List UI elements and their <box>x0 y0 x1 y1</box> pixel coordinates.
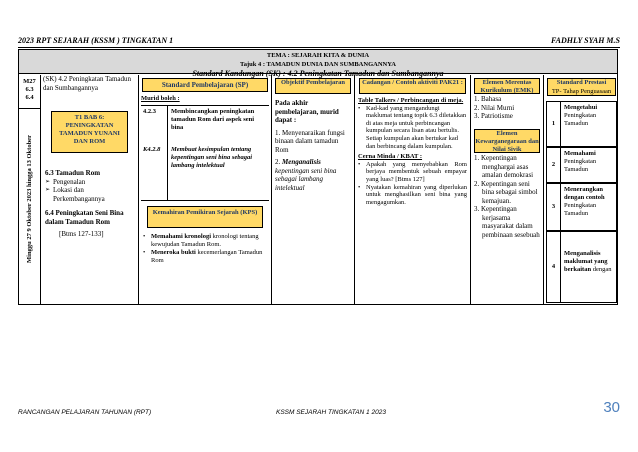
kps-text-2: kecemerlangan Tamadun Rom <box>151 249 263 264</box>
week-date-vertical <box>21 119 39 279</box>
sp-divider <box>167 106 168 200</box>
table-talkers: Table Talkers / Perbincangan di meja. <box>358 97 464 104</box>
tp-text: Peningkatan Tamadun <box>564 112 597 127</box>
list-item <box>143 249 269 265</box>
objective-2-verb: Menganalisis <box>282 158 321 166</box>
week-column <box>19 75 41 305</box>
list-item: ➢ Pengenalan <box>45 178 136 187</box>
murid-boleh: Murid boleh : <box>141 95 180 102</box>
objective-body <box>275 99 351 192</box>
sp-text-1: Membincangkan peningkatan tamadun Rom dari aspek seni bina <box>171 108 255 131</box>
tp-row <box>546 147 617 183</box>
list-item: 1. Kepentingan menghargai asas amalan demokrasi <box>474 154 534 179</box>
objective-column <box>272 75 355 305</box>
kps-list <box>143 233 269 265</box>
tp-number: 3 <box>547 184 561 230</box>
objective-2 <box>275 158 351 192</box>
page-number: 30 <box>603 399 620 416</box>
list-item: 1. Bahasa <box>474 95 502 103</box>
tp-subtitle: TP- Tahap Penguasaan <box>551 87 612 95</box>
list-item: 2. Kepentingan seni bina sebagai simbol kemajuan. <box>474 179 538 205</box>
topic-number-2: 6.4 <box>25 94 34 101</box>
list-item: • Nyatakan kemahiran yang diperlukan untuk menghasilkan seni bina yang mengagumkan. <box>358 184 467 207</box>
week-code <box>19 75 40 109</box>
objective-2-text: kepentingan seni bina sebagai lambang intelektual <box>275 166 337 192</box>
performance-column <box>544 75 619 305</box>
sp-heading: Standard Pembelajaran (SP) <box>142 78 268 92</box>
emk-heading: Elemen Merentas Kurikulum (EMK) <box>474 78 540 94</box>
list-item <box>143 233 269 249</box>
tp-number: 1 <box>547 102 561 146</box>
tp-text: dengan <box>592 266 612 273</box>
tp-number: 2 <box>547 148 561 182</box>
rpt-table <box>18 49 618 305</box>
activity-list <box>358 105 467 151</box>
content-list <box>45 169 136 239</box>
kps-heading: Kemahiran Pemikiran Sejarah (KPS) <box>147 206 263 228</box>
tp-verb: Memahami <box>564 150 596 157</box>
sk-text: (SK) 4.2 Peningkatan Tamadun dan Sumbangannya <box>43 75 132 92</box>
tajuk-label: Tajuk 4 : TAMADUN DUNIA DAN SUMBANGANNYA <box>239 61 397 68</box>
sp-table <box>141 105 269 201</box>
tp-verb: Mengetahui <box>564 104 598 111</box>
footer-left: RANCANGAN PELAJARAN TAHUNAN (RPT) <box>18 409 152 416</box>
week-date-text: Minggu 27 9 Oktober 2023 hingga 13 Oktober <box>26 135 33 263</box>
tp-text: Peningkatan Tamadun <box>564 158 597 173</box>
tp-verb: Menganalisis maklumat yang berkaitan <box>564 250 608 273</box>
cerna-minda: Cerna Minda / KBAT : <box>358 153 423 161</box>
list-item: 2. Nilai Murni <box>474 103 515 112</box>
header-title: 2023 RPT SEJARAH (KSSM ) TINGKATAN 1 <box>18 36 174 45</box>
standard-kandungan-label: Standard Kandungan (SK) : 4.2 Peningkatan Tamadun dan Sumbangannya <box>192 69 444 78</box>
civic-list <box>474 154 541 239</box>
table-row <box>19 75 617 305</box>
objective-1: 1. Menyenaraikan fungsi binaan dalam tamadun Rom <box>275 128 345 154</box>
tp-row <box>546 231 617 303</box>
objective-heading: Objektif Pembelajaran <box>275 78 351 94</box>
tp-desc <box>564 186 614 218</box>
objective-2-num: 2. <box>275 158 282 166</box>
tp-desc <box>564 150 614 174</box>
page-footer <box>18 399 620 419</box>
performance-heading <box>547 78 616 96</box>
list-item: 3. Patriotisme <box>474 112 513 120</box>
sp-code-2: K4.2.8 <box>143 146 161 153</box>
topic-6-4: 6.4 Peningkatan Seni Bina dalam Tamadun Rom <box>45 209 124 226</box>
sp-column <box>139 75 272 305</box>
header-author: FADHLY SYAH M.S <box>551 36 620 45</box>
table-title-band <box>19 50 617 78</box>
list-item: • Apakah yang menyebabkan Rom berjaya membentuk sebuah empayar yang luas? [Btms 127] <box>358 161 467 184</box>
kbat-list <box>358 161 467 207</box>
objective-intro: Pada akhir pembelajaran, murid dapat : <box>275 99 339 124</box>
tp-number: 4 <box>547 232 561 302</box>
performance-title: Standard Prestasi <box>556 79 607 86</box>
kps-bold-2: Meneroka bukti <box>151 249 196 256</box>
tema-label: TEMA : SEJARAH KITA & DUNIA <box>266 52 370 59</box>
topic-6-3: 6.3 Tamadun Rom <box>45 169 101 177</box>
list-item: • Kad-kad yang mengandungi maklumat tentang topik 6.3 diletakkan di atas meja untuk perbincangan kumpulan secara lisan atau bertulis. Setiap kumpulan akan bertukar kad dan berbincang dalam kumpulan. <box>358 105 467 151</box>
textbook-pages: [Btms 127-133] <box>59 230 104 238</box>
tp-desc <box>564 250 614 274</box>
tp-row <box>546 101 617 147</box>
page-header <box>18 36 620 48</box>
topic-items <box>45 178 136 204</box>
sp-text-2: Membuat kesimpulan tentang kepentingan seni bina sebagai lambang intelektual <box>171 146 253 169</box>
emk-list <box>474 95 541 121</box>
activity-column <box>355 75 471 305</box>
sp-code-1: 4.2.3 <box>143 108 156 115</box>
week-number: M27 <box>23 78 36 85</box>
kps-text-1: kronologi tentang kewujudan Tamadun Rom. <box>151 233 259 248</box>
kps-bold-1: Memahami kronologi <box>151 233 212 240</box>
tp-row <box>546 183 617 231</box>
content-column <box>41 75 139 305</box>
list-item: 3. Kepentingan kerjasama masyarakat dalam pembinaan sesebuah <box>474 205 540 239</box>
list-item: ➢ Lokasi dan Perkembangannya <box>45 186 136 203</box>
topic-number-1: 6.3 <box>25 86 34 93</box>
tp-desc <box>564 104 614 128</box>
civic-heading: Elemen Kewarganegaraan dan Nilai Sivik <box>475 130 539 153</box>
tp-verb: Menerangkan dengan contoh <box>564 186 605 201</box>
emk-column <box>471 75 544 305</box>
activity-heading: Cadangan / Contoh aktiviti PAK21 : <box>359 78 466 94</box>
chapter-box: T1 BAB 6: PENINGKATAN TAMADUN YUNANI DAN ROM <box>51 111 128 153</box>
footer-middle: KSSM SEJARAH TINGKATAN 1 2023 <box>276 409 386 416</box>
tp-text: Peningkatan Tamadun <box>564 202 597 217</box>
activity-body <box>358 97 467 206</box>
